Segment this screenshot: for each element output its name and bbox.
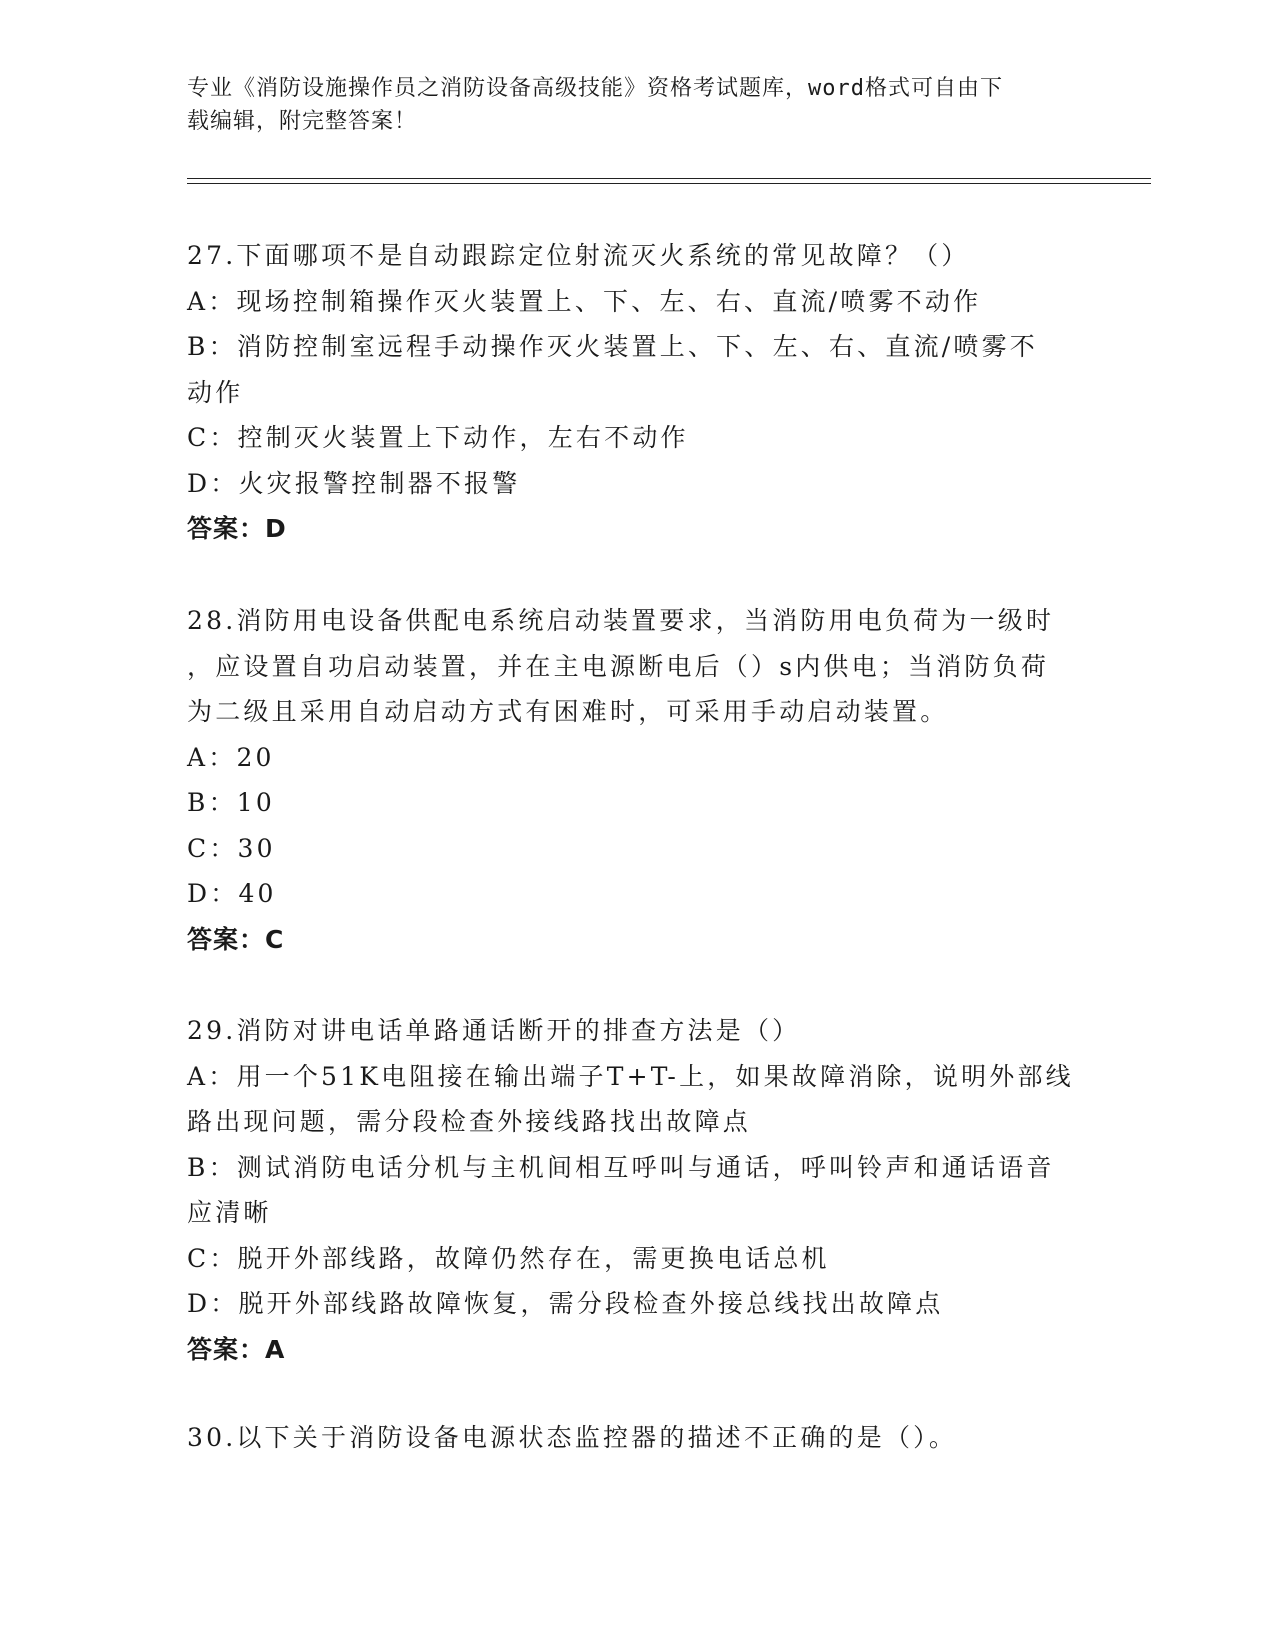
answer: 答案：A <box>187 1334 286 1364</box>
option-d: D：40 <box>187 879 277 908</box>
question-27 <box>187 233 1087 552</box>
header-line-2: 载编辑，附完整答案！ <box>187 109 418 134</box>
header-line-1: 专业《消防设施操作员之消防设备高级技能》资格考试题库，word格式可自由下 <box>187 76 1003 101</box>
option-a: A：用一个51K电阻接在输出端子T+T-上，如果故障消除，说明外部线 <box>187 1061 1074 1091</box>
option-c: C：控制灭火装置上下动作，左右不动作 <box>187 423 689 452</box>
question-28 <box>187 598 1087 962</box>
question-stem: 29.消防对讲电话单路通话断开的排查方法是（） <box>187 1016 801 1045</box>
option-b: B：消防控制室远程手动操作灭火装置上、下、左、右、直流/喷雾不 <box>187 332 1038 361</box>
option-a: A：20 <box>187 742 275 772</box>
option-b: B：测试消防电话分机与主机间相互呼叫与通话，呼叫铃声和通话语音 <box>187 1152 1055 1182</box>
option-d: D：火灾报警控制器不报警 <box>187 468 521 498</box>
question-30 <box>187 1415 1087 1461</box>
header-divider-top <box>187 178 1151 179</box>
question-stem: 27.下面哪项不是自动跟踪定位射流灭火系统的常见故障？（） <box>187 241 970 270</box>
header-divider-bottom <box>187 183 1151 184</box>
option-b-continued: 应清晰 <box>187 1198 272 1227</box>
question-stem: 30.以下关于消防设备电源状态监控器的描述不正确的是（）。 <box>187 1423 958 1452</box>
option-a: A：现场控制箱操作灭火装置上、下、左、右、直流/喷雾不动作 <box>187 286 982 316</box>
option-a-continued: 路出现问题，需分段检查外接线路找出故障点 <box>187 1107 752 1136</box>
option-c: C：脱开外部线路，故障仍然存在，需更换电话总机 <box>187 1243 830 1273</box>
option-b: B：10 <box>187 788 275 817</box>
option-d: D：脱开外部线路故障恢复，需分段检查外接总线找出故障点 <box>187 1289 944 1318</box>
option-b-continued: 动作 <box>187 377 244 407</box>
answer: 答案：D <box>187 514 287 543</box>
question-stem: 28.消防用电设备供配电系统启动装置要求，当消防用电负荷为一级时 <box>187 606 1055 635</box>
document-header <box>187 72 1087 138</box>
option-c: C：30 <box>187 833 276 863</box>
question-stem-continued: 为二级且采用自动启动方式有困难时，可采用手动启动装置。 <box>187 697 949 726</box>
question-stem-continued: ，应设置自功启动装置，并在主电源断电后（）s内供电；当消防负荷 <box>187 651 1050 681</box>
question-29 <box>187 1008 1087 1372</box>
answer: 答案：C <box>187 924 285 954</box>
